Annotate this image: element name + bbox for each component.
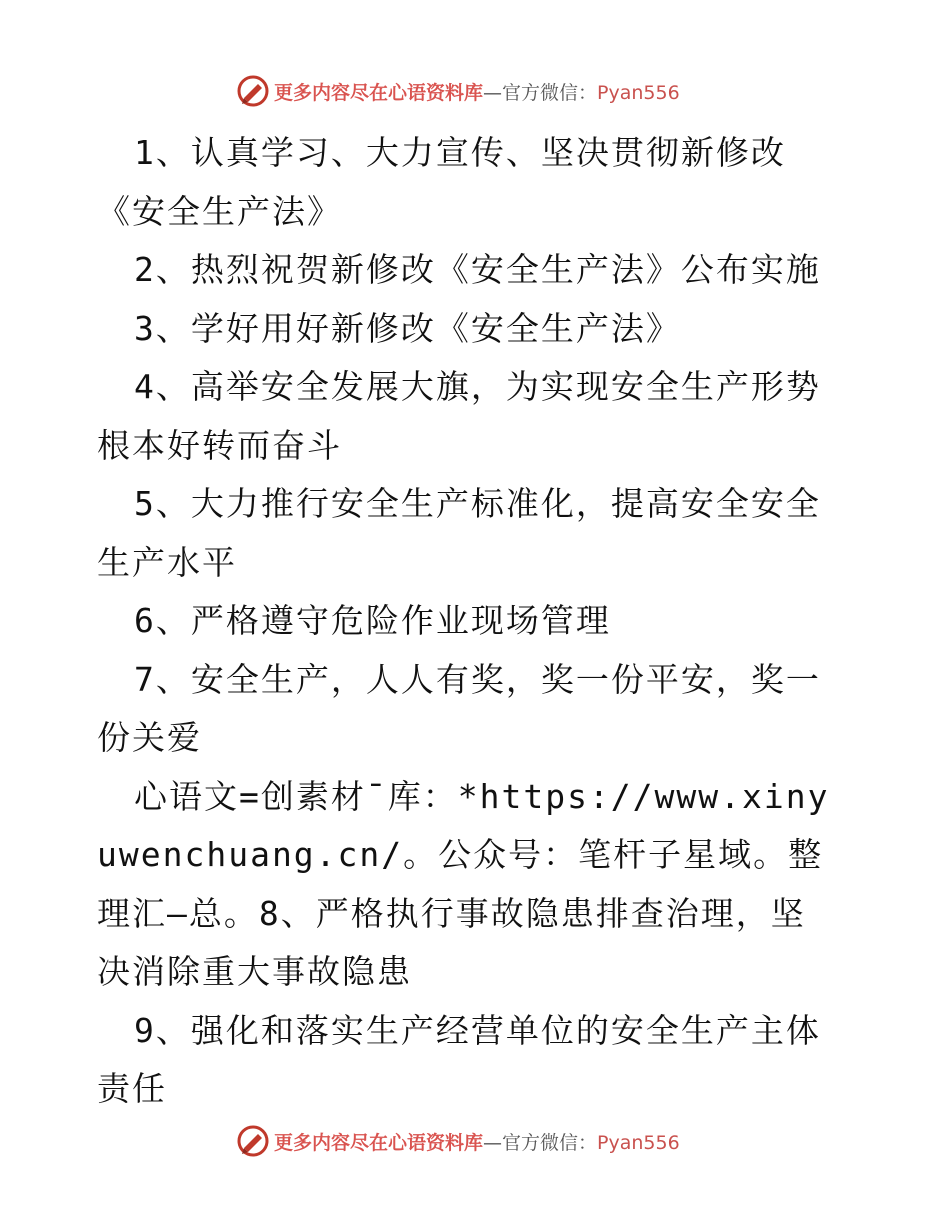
banner-dash: — <box>483 81 503 104</box>
paragraph-9: 9、强化和落实生产经营单位的安全生产主体责任 <box>97 1010 821 1108</box>
banner-text <box>274 1128 680 1155</box>
pen-logo-icon <box>236 74 270 108</box>
header-banner <box>236 74 680 108</box>
banner-brand: 更多内容尽在心语资料库 <box>274 81 484 104</box>
banner-brand: 更多内容尽在心语资料库 <box>274 1131 484 1154</box>
paragraph-3: 3、学好用好新修改《安全生产法》 <box>134 308 681 348</box>
banner-official: 官方微信： <box>502 81 598 104</box>
banner-official: 官方微信： <box>502 1131 598 1154</box>
paragraph-4: 4、高举安全发展大旗，为实现安全生产形势根本好转而奋斗 <box>97 367 821 465</box>
document-body <box>97 124 837 1119</box>
banner-dash: — <box>483 1131 503 1154</box>
paragraph-8: 心语文=创素材¯库：*https://www.xinyuwenchuang.cn/。公众号：笔杆子星域。整理汇—总。8、严格执行事故隐患排查治理，坚决消除重大事故隐患 <box>97 776 830 991</box>
paragraph-1: 1、认真学习、大力宣传、坚决贯彻新修改《安全生产法》 <box>97 133 786 231</box>
paragraph-7: 7、安全生产，人人有奖，奖一份平安，奖一份关爱 <box>97 659 821 757</box>
banner-text <box>274 78 680 105</box>
paragraph-6: 6、严格遵守危险作业现场管理 <box>134 601 611 640</box>
pen-logo-icon <box>236 1124 270 1158</box>
banner-wechat: Pyan556 <box>597 81 680 104</box>
paragraph-2: 2、热烈祝贺新修改《安全生产法》公布实施 <box>134 250 821 289</box>
footer-banner <box>236 1124 680 1158</box>
banner-wechat: Pyan556 <box>597 1131 680 1154</box>
paragraph-5: 5、大力推行安全生产标准化，提高安全安全生产水平 <box>97 484 821 582</box>
